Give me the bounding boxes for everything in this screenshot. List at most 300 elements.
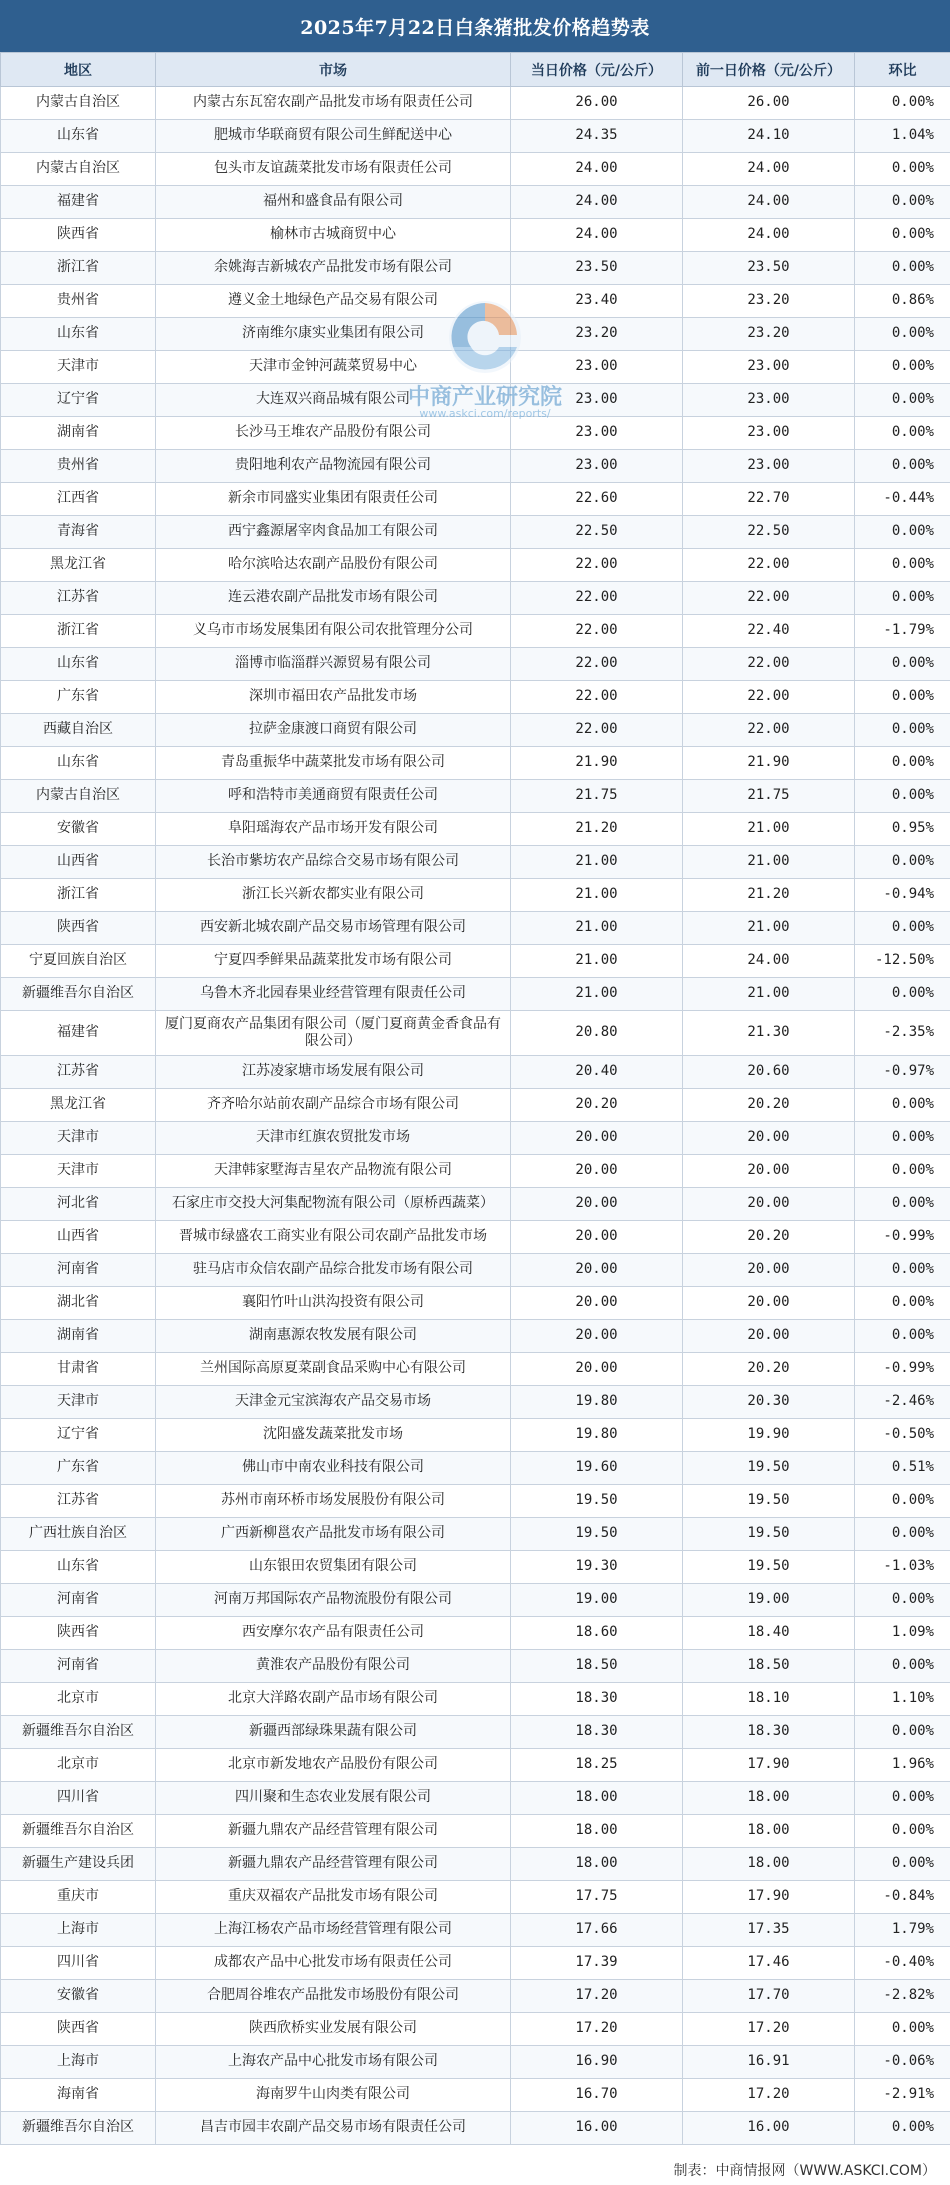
- change-cell: 0.00%: [855, 648, 950, 681]
- header-row: [1, 53, 950, 87]
- table-row: [1, 1749, 950, 1782]
- prev-price-cell: 16.91: [683, 2046, 855, 2079]
- prev-price-cell: 24.00: [683, 219, 855, 252]
- region-cell: 新疆维吾尔自治区: [1, 2112, 156, 2145]
- market-cell: 重庆双福农产品批发市场有限公司: [156, 1881, 511, 1914]
- table-row: [1, 2112, 950, 2145]
- region-cell: 湖北省: [1, 1287, 156, 1320]
- change-cell: 0.00%: [855, 1848, 950, 1881]
- today-price-cell: 24.35: [511, 120, 683, 153]
- table-row: [1, 351, 950, 384]
- change-cell: 0.86%: [855, 285, 950, 318]
- region-cell: 辽宁省: [1, 384, 156, 417]
- prev-price-cell: 22.00: [683, 681, 855, 714]
- market-cell: 浙江长兴新农都实业有限公司: [156, 879, 511, 912]
- table-row: [1, 1683, 950, 1716]
- market-cell: 湖南惠源农牧发展有限公司: [156, 1320, 511, 1353]
- column-header-market: 市场: [156, 53, 511, 87]
- table-row: [1, 219, 950, 252]
- market-cell: 遵义金土地绿色产品交易有限公司: [156, 285, 511, 318]
- region-cell: 江西省: [1, 483, 156, 516]
- today-price-cell: 19.50: [511, 1485, 683, 1518]
- market-cell: 天津韩家墅海吉星农产品物流有限公司: [156, 1155, 511, 1188]
- region-cell: 天津市: [1, 1122, 156, 1155]
- region-cell: 四川省: [1, 1947, 156, 1980]
- today-price-cell: 18.00: [511, 1782, 683, 1815]
- table-row: [1, 1287, 950, 1320]
- change-cell: -1.79%: [855, 615, 950, 648]
- market-cell: 合肥周谷堆农产品批发市场股份有限公司: [156, 1980, 511, 2013]
- table-row: [1, 1584, 950, 1617]
- prev-price-cell: 20.00: [683, 1188, 855, 1221]
- today-price-cell: 17.66: [511, 1914, 683, 1947]
- market-cell: 天津市红旗农贸批发市场: [156, 1122, 511, 1155]
- prev-price-cell: 20.20: [683, 1089, 855, 1122]
- change-cell: 0.00%: [855, 549, 950, 582]
- region-cell: 广东省: [1, 681, 156, 714]
- region-cell: 上海市: [1, 2046, 156, 2079]
- table-row: [1, 1716, 950, 1749]
- change-cell: 0.00%: [855, 1815, 950, 1848]
- change-cell: 0.00%: [855, 252, 950, 285]
- today-price-cell: 18.25: [511, 1749, 683, 1782]
- prev-price-cell: 23.50: [683, 252, 855, 285]
- change-cell: 0.00%: [855, 2013, 950, 2046]
- change-cell: -0.94%: [855, 879, 950, 912]
- market-cell: 陕西欣桥实业发展有限公司: [156, 2013, 511, 2046]
- prev-price-cell: 23.20: [683, 318, 855, 351]
- table-row: [1, 879, 950, 912]
- market-cell: 四川聚和生态农业发展有限公司: [156, 1782, 511, 1815]
- prev-price-cell: 22.50: [683, 516, 855, 549]
- prev-price-cell: 16.00: [683, 2112, 855, 2145]
- today-price-cell: 21.90: [511, 747, 683, 780]
- table-row: [1, 1551, 950, 1584]
- region-cell: 北京市: [1, 1749, 156, 1782]
- table-row: [1, 186, 950, 219]
- table-row: [1, 1089, 950, 1122]
- market-cell: 肥城市华联商贸有限公司生鲜配送中心: [156, 120, 511, 153]
- today-price-cell: 20.40: [511, 1056, 683, 1089]
- prev-price-cell: 17.90: [683, 1881, 855, 1914]
- region-cell: 天津市: [1, 1155, 156, 1188]
- today-price-cell: 18.50: [511, 1650, 683, 1683]
- market-cell: 连云港农副产品批发市场有限公司: [156, 582, 511, 615]
- region-cell: 西藏自治区: [1, 714, 156, 747]
- region-cell: 安徽省: [1, 1980, 156, 2013]
- today-price-cell: 19.80: [511, 1386, 683, 1419]
- prev-price-cell: 18.00: [683, 1815, 855, 1848]
- market-cell: 宁夏四季鲜果品蔬菜批发市场有限公司: [156, 945, 511, 978]
- table-row: [1, 87, 950, 120]
- prev-price-cell: 20.00: [683, 1320, 855, 1353]
- region-cell: 福建省: [1, 186, 156, 219]
- prev-price-cell: 18.00: [683, 1782, 855, 1815]
- table-row: [1, 813, 950, 846]
- today-price-cell: 22.50: [511, 516, 683, 549]
- table-row: [1, 615, 950, 648]
- table-row: [1, 384, 950, 417]
- prev-price-cell: 17.70: [683, 1980, 855, 2013]
- region-cell: 内蒙古自治区: [1, 780, 156, 813]
- today-price-cell: 21.00: [511, 912, 683, 945]
- region-cell: 贵州省: [1, 450, 156, 483]
- table-row: [1, 582, 950, 615]
- change-cell: 1.04%: [855, 120, 950, 153]
- change-cell: 1.79%: [855, 1914, 950, 1947]
- market-cell: 西安摩尔农产品有限责任公司: [156, 1617, 511, 1650]
- prev-price-cell: 22.00: [683, 648, 855, 681]
- table-row: [1, 1221, 950, 1254]
- region-cell: 黑龙江省: [1, 549, 156, 582]
- watermark-name: 中商产业研究院: [407, 385, 562, 410]
- today-price-cell: 20.00: [511, 1254, 683, 1287]
- prev-price-cell: 18.30: [683, 1716, 855, 1749]
- prev-price-cell: 21.20: [683, 879, 855, 912]
- today-price-cell: 26.00: [511, 87, 683, 120]
- table-row: [1, 1254, 950, 1287]
- region-cell: 江苏省: [1, 1485, 156, 1518]
- region-cell: 湖南省: [1, 417, 156, 450]
- change-cell: 0.00%: [855, 1122, 950, 1155]
- market-cell: 海南罗牛山肉类有限公司: [156, 2079, 511, 2112]
- market-cell: 厦门夏商农产品集团有限公司（厦门夏商黄金香食品有限公司）: [156, 1011, 511, 1056]
- change-cell: 0.00%: [855, 1584, 950, 1617]
- prev-price-cell: 18.10: [683, 1683, 855, 1716]
- change-cell: -0.99%: [855, 1221, 950, 1254]
- today-price-cell: 19.00: [511, 1584, 683, 1617]
- footer-credit: 制表：中商情报网（WWW.ASKCI.COM）: [673, 2162, 936, 2179]
- region-cell: 内蒙古自治区: [1, 153, 156, 186]
- change-cell: 0.51%: [855, 1452, 950, 1485]
- table-body: [1, 87, 950, 2145]
- today-price-cell: 21.00: [511, 846, 683, 879]
- today-price-cell: 23.00: [511, 450, 683, 483]
- market-cell: 新疆西部绿珠果蔬有限公司: [156, 1716, 511, 1749]
- region-cell: 内蒙古自治区: [1, 87, 156, 120]
- table-row: [1, 1881, 950, 1914]
- table-row: [1, 1155, 950, 1188]
- region-cell: 河南省: [1, 1584, 156, 1617]
- market-cell: 襄阳竹叶山洪沟投资有限公司: [156, 1287, 511, 1320]
- change-cell: -0.97%: [855, 1056, 950, 1089]
- table-row: [1, 2013, 950, 2046]
- prev-price-cell: 20.00: [683, 1155, 855, 1188]
- table-row: [1, 1914, 950, 1947]
- change-cell: 0.00%: [855, 714, 950, 747]
- table-row: [1, 846, 950, 879]
- today-price-cell: 18.30: [511, 1683, 683, 1716]
- today-price-cell: 19.30: [511, 1551, 683, 1584]
- region-cell: 宁夏回族自治区: [1, 945, 156, 978]
- prev-price-cell: 22.40: [683, 615, 855, 648]
- market-cell: 北京大洋路农副产品市场有限公司: [156, 1683, 511, 1716]
- table-row: [1, 714, 950, 747]
- change-cell: -2.82%: [855, 1980, 950, 2013]
- region-cell: 浙江省: [1, 879, 156, 912]
- prev-price-cell: 19.50: [683, 1452, 855, 1485]
- table-row: [1, 1947, 950, 1980]
- region-cell: 广东省: [1, 1452, 156, 1485]
- today-price-cell: 20.00: [511, 1287, 683, 1320]
- prev-price-cell: 26.00: [683, 87, 855, 120]
- today-price-cell: 23.00: [511, 384, 683, 417]
- market-cell: 齐齐哈尔站前农副产品综合市场有限公司: [156, 1089, 511, 1122]
- today-price-cell: 19.80: [511, 1419, 683, 1452]
- change-cell: 0.00%: [855, 912, 950, 945]
- table-row: [1, 681, 950, 714]
- prev-price-cell: 19.00: [683, 1584, 855, 1617]
- table-row: [1, 252, 950, 285]
- market-cell: 内蒙古东瓦窑农副产品批发市场有限责任公司: [156, 87, 511, 120]
- change-cell: 0.00%: [855, 1320, 950, 1353]
- change-cell: -2.35%: [855, 1011, 950, 1056]
- prev-price-cell: 18.00: [683, 1848, 855, 1881]
- today-price-cell: 23.20: [511, 318, 683, 351]
- table-row: [1, 285, 950, 318]
- today-price-cell: 17.20: [511, 1980, 683, 2013]
- region-cell: 黑龙江省: [1, 1089, 156, 1122]
- market-cell: 青岛重振华中蔬菜批发市场有限公司: [156, 747, 511, 780]
- change-cell: -0.06%: [855, 2046, 950, 2079]
- change-cell: 0.00%: [855, 1287, 950, 1320]
- change-cell: 0.95%: [855, 813, 950, 846]
- change-cell: 0.00%: [855, 318, 950, 351]
- table-row: [1, 483, 950, 516]
- watermark-url: www.askci.com/reports/: [419, 407, 551, 420]
- change-cell: 0.00%: [855, 2112, 950, 2145]
- table-row: [1, 2079, 950, 2112]
- market-cell: 成都农产品中心批发市场有限责任公司: [156, 1947, 511, 1980]
- market-cell: 新疆九鼎农产品经营管理有限公司: [156, 1848, 511, 1881]
- region-cell: 陕西省: [1, 1617, 156, 1650]
- change-cell: 0.00%: [855, 978, 950, 1011]
- table-row: [1, 318, 950, 351]
- table-row: [1, 1320, 950, 1353]
- market-cell: 深圳市福田农产品批发市场: [156, 681, 511, 714]
- change-cell: 1.96%: [855, 1749, 950, 1782]
- prev-price-cell: 18.40: [683, 1617, 855, 1650]
- market-cell: 新疆九鼎农产品经营管理有限公司: [156, 1815, 511, 1848]
- prev-price-cell: 20.00: [683, 1287, 855, 1320]
- market-cell: 上海农产品中心批发市场有限公司: [156, 2046, 511, 2079]
- today-price-cell: 24.00: [511, 219, 683, 252]
- table-row: [1, 1353, 950, 1386]
- change-cell: 0.00%: [855, 384, 950, 417]
- change-cell: 0.00%: [855, 351, 950, 384]
- market-cell: 驻马店市众信农副产品综合批发市场有限公司: [156, 1254, 511, 1287]
- prev-price-cell: 18.50: [683, 1650, 855, 1683]
- market-cell: 贵阳地利农产品物流园有限公司: [156, 450, 511, 483]
- market-cell: 淄博市临淄群兴源贸易有限公司: [156, 648, 511, 681]
- table-title: 2025年7月22日白条猪批发价格趋势表: [0, 0, 950, 52]
- prev-price-cell: 23.00: [683, 351, 855, 384]
- today-price-cell: 18.00: [511, 1815, 683, 1848]
- market-cell: 上海江杨农产品市场经营管理有限公司: [156, 1914, 511, 1947]
- region-cell: 河南省: [1, 1650, 156, 1683]
- table-row: [1, 516, 950, 549]
- market-cell: 沈阳盛发蔬菜批发市场: [156, 1419, 511, 1452]
- prev-price-cell: 22.70: [683, 483, 855, 516]
- prev-price-cell: 22.00: [683, 582, 855, 615]
- change-cell: 0.00%: [855, 153, 950, 186]
- market-cell: 晋城市绿盛农工商实业有限公司农副产品批发市场: [156, 1221, 511, 1254]
- region-cell: 新疆生产建设兵团: [1, 1848, 156, 1881]
- table-row: [1, 1452, 950, 1485]
- region-cell: 天津市: [1, 1386, 156, 1419]
- table-row: [1, 1386, 950, 1419]
- today-price-cell: 21.00: [511, 879, 683, 912]
- market-cell: 苏州市南环桥市场发展股份有限公司: [156, 1485, 511, 1518]
- today-price-cell: 18.00: [511, 1848, 683, 1881]
- today-price-cell: 24.00: [511, 153, 683, 186]
- today-price-cell: 21.00: [511, 945, 683, 978]
- change-cell: 0.00%: [855, 1254, 950, 1287]
- prev-price-cell: 23.00: [683, 384, 855, 417]
- today-price-cell: 17.39: [511, 1947, 683, 1980]
- table-row: [1, 417, 950, 450]
- region-cell: 贵州省: [1, 285, 156, 318]
- region-cell: 河南省: [1, 1254, 156, 1287]
- today-price-cell: 24.00: [511, 186, 683, 219]
- today-price-cell: 23.00: [511, 351, 683, 384]
- today-price-cell: 16.90: [511, 2046, 683, 2079]
- prev-price-cell: 21.00: [683, 978, 855, 1011]
- region-cell: 辽宁省: [1, 1419, 156, 1452]
- change-cell: -0.50%: [855, 1419, 950, 1452]
- change-cell: 1.09%: [855, 1617, 950, 1650]
- change-cell: -0.40%: [855, 1947, 950, 1980]
- today-price-cell: 18.30: [511, 1716, 683, 1749]
- change-cell: 0.00%: [855, 417, 950, 450]
- change-cell: 0.00%: [855, 582, 950, 615]
- market-cell: 兰州国际高原夏菜副食品采购中心有限公司: [156, 1353, 511, 1386]
- table-row: [1, 1419, 950, 1452]
- prev-price-cell: 19.50: [683, 1518, 855, 1551]
- prev-price-cell: 20.20: [683, 1221, 855, 1254]
- change-cell: 0.00%: [855, 846, 950, 879]
- table-row: [1, 1980, 950, 2013]
- market-cell: 大连双兴商品城有限公司: [156, 384, 511, 417]
- change-cell: 0.00%: [855, 1716, 950, 1749]
- table-row: [1, 978, 950, 1011]
- market-cell: 长治市紫坊农产品综合交易市场有限公司: [156, 846, 511, 879]
- change-cell: 0.00%: [855, 747, 950, 780]
- today-price-cell: 20.00: [511, 1320, 683, 1353]
- change-cell: 0.00%: [855, 219, 950, 252]
- region-cell: 山东省: [1, 318, 156, 351]
- prev-price-cell: 23.00: [683, 417, 855, 450]
- change-cell: 0.00%: [855, 1485, 950, 1518]
- prev-price-cell: 20.20: [683, 1353, 855, 1386]
- today-price-cell: 22.00: [511, 681, 683, 714]
- region-cell: 河北省: [1, 1188, 156, 1221]
- region-cell: 浙江省: [1, 252, 156, 285]
- market-cell: 石家庄市交投大河集配物流有限公司（原桥西蔬菜）: [156, 1188, 511, 1221]
- prev-price-cell: 21.00: [683, 846, 855, 879]
- table-row: [1, 1518, 950, 1551]
- table-row: [1, 1122, 950, 1155]
- market-cell: 广西新柳邕农产品批发市场有限公司: [156, 1518, 511, 1551]
- table-row: [1, 780, 950, 813]
- region-cell: 江苏省: [1, 1056, 156, 1089]
- change-cell: 0.00%: [855, 516, 950, 549]
- change-cell: 0.00%: [855, 1518, 950, 1551]
- market-cell: 西宁鑫源屠宰肉食品加工有限公司: [156, 516, 511, 549]
- prev-price-cell: 17.46: [683, 1947, 855, 1980]
- prev-price-cell: 20.30: [683, 1386, 855, 1419]
- change-cell: -0.99%: [855, 1353, 950, 1386]
- region-cell: 陕西省: [1, 2013, 156, 2046]
- region-cell: 青海省: [1, 516, 156, 549]
- today-price-cell: 22.00: [511, 714, 683, 747]
- today-price-cell: 20.00: [511, 1221, 683, 1254]
- table-row: [1, 450, 950, 483]
- region-cell: 陕西省: [1, 219, 156, 252]
- change-cell: 1.10%: [855, 1683, 950, 1716]
- market-cell: 济南维尔康实业集团有限公司: [156, 318, 511, 351]
- table-row: [1, 153, 950, 186]
- prev-price-cell: 21.00: [683, 813, 855, 846]
- prev-price-cell: 21.75: [683, 780, 855, 813]
- table-row: [1, 1815, 950, 1848]
- price-table: [0, 52, 950, 2145]
- table-row: [1, 1188, 950, 1221]
- today-price-cell: 17.75: [511, 1881, 683, 1914]
- region-cell: 四川省: [1, 1782, 156, 1815]
- prev-price-cell: 24.00: [683, 186, 855, 219]
- region-cell: 山东省: [1, 1551, 156, 1584]
- today-price-cell: 22.60: [511, 483, 683, 516]
- today-price-cell: 22.00: [511, 549, 683, 582]
- market-cell: 余姚海吉新城农产品批发市场有限公司: [156, 252, 511, 285]
- region-cell: 重庆市: [1, 1881, 156, 1914]
- region-cell: 安徽省: [1, 813, 156, 846]
- change-cell: 0.00%: [855, 1782, 950, 1815]
- today-price-cell: 21.75: [511, 780, 683, 813]
- market-cell: 江苏凌家塘市场发展有限公司: [156, 1056, 511, 1089]
- today-price-cell: 22.00: [511, 582, 683, 615]
- table-row: [1, 1617, 950, 1650]
- prev-price-cell: 19.50: [683, 1551, 855, 1584]
- change-cell: 0.00%: [855, 1650, 950, 1683]
- market-cell: 哈尔滨哈达农副产品股份有限公司: [156, 549, 511, 582]
- today-price-cell: 21.20: [511, 813, 683, 846]
- table-row: [1, 120, 950, 153]
- column-header-prev-price: 前一日价格（元/公斤）: [683, 53, 855, 87]
- prev-price-cell: 24.10: [683, 120, 855, 153]
- market-cell: 佛山市中南农业科技有限公司: [156, 1452, 511, 1485]
- table-row: [1, 2046, 950, 2079]
- region-cell: 山东省: [1, 648, 156, 681]
- today-price-cell: 20.80: [511, 1011, 683, 1056]
- table-row: [1, 1485, 950, 1518]
- change-cell: 0.00%: [855, 87, 950, 120]
- today-price-cell: 19.50: [511, 1518, 683, 1551]
- market-cell: 北京市新发地农产品股份有限公司: [156, 1749, 511, 1782]
- change-cell: 0.00%: [855, 1188, 950, 1221]
- table-row: [1, 1848, 950, 1881]
- change-cell: -2.46%: [855, 1386, 950, 1419]
- market-cell: 拉萨金康渡口商贸有限公司: [156, 714, 511, 747]
- region-cell: 福建省: [1, 1011, 156, 1056]
- change-cell: -2.91%: [855, 2079, 950, 2112]
- region-cell: 山东省: [1, 120, 156, 153]
- region-cell: 广西壮族自治区: [1, 1518, 156, 1551]
- market-cell: 包头市友谊蔬菜批发市场有限责任公司: [156, 153, 511, 186]
- market-cell: 阜阳瑶海农产品市场开发有限公司: [156, 813, 511, 846]
- region-cell: 山西省: [1, 1221, 156, 1254]
